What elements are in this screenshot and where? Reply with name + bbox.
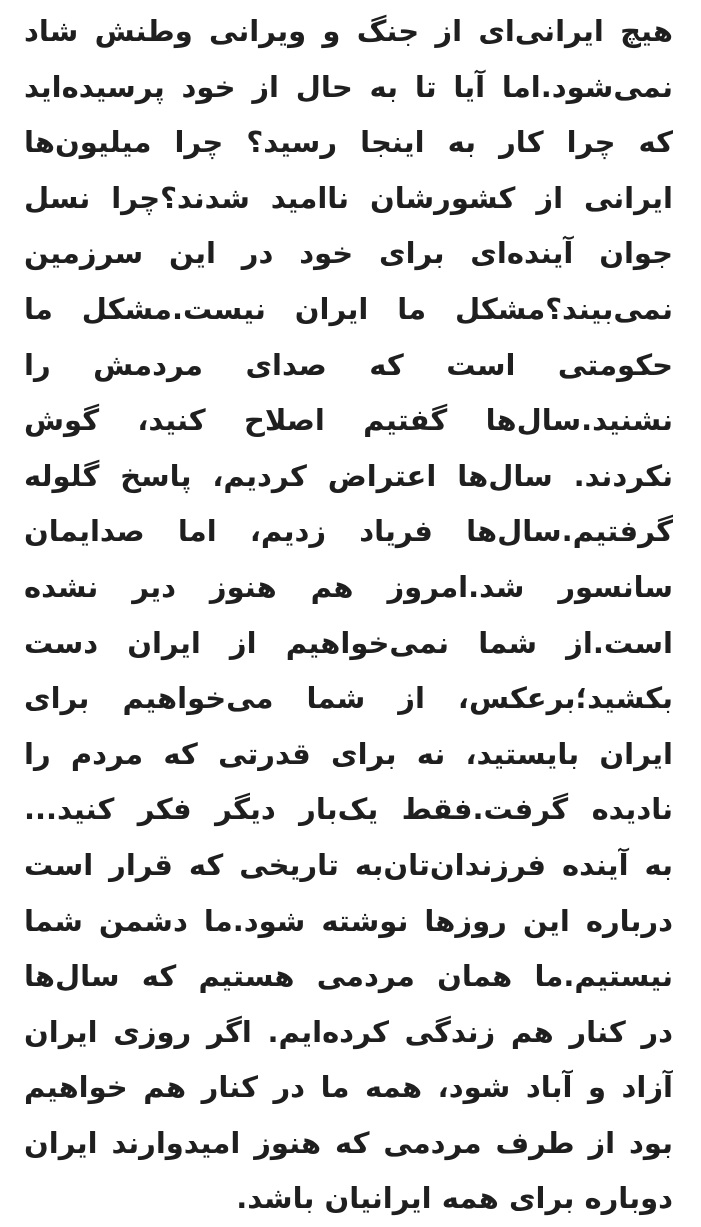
text-line: است.از شما نمی‌خواهیم از ایران دست: [24, 625, 673, 660]
text-line: نادیده گرفت.فقط یک‌بار دیگر فکر کنید...: [24, 792, 673, 827]
text-line: نمی‌بیند؟مشکل ما ایران نیست.مشکل ما: [24, 291, 673, 326]
text-line: ایرانی از کشورشان ناامید شدند؟چرا نسل: [24, 180, 673, 215]
text-line: نیستیم.ما همان مردمی هستیم که سال‌ها: [24, 959, 673, 994]
text-line: سانسور شد.امروز هم هنوز دیر نشده: [24, 569, 673, 604]
text-line: نکردند. سال‌ها اعتراض کردیم، پاسخ گلوله: [24, 458, 673, 493]
text-line: که چرا کار به اینجا رسید؟ چرا میلیون‌ها: [24, 125, 673, 160]
text-line: نشنید.سال‌ها گفتیم اصلاح کنید، گوش: [24, 403, 673, 438]
text-line: گرفتیم.سال‌ها فریاد زدیم، اما صدایمان: [24, 514, 673, 549]
article-text: [24, 4, 673, 1227]
text-line: در کنار هم زندگی کرده‌ایم. اگر روزی ایران: [24, 1014, 673, 1049]
text-line: آزاد و آباد شود، همه ما در کنار هم خواهیم: [24, 1070, 673, 1105]
text-line: دوباره برای همه ایرانیان باشد.: [236, 1181, 673, 1216]
text-line: بکشید؛برعکس، از شما می‌خواهیم برای: [24, 681, 673, 716]
text-line: نمی‌شود.اما آیا تا به حال از خود پرسیده‌اید: [24, 69, 673, 104]
text-line: ایران بایستید، نه برای قدرتی که مردم را: [24, 736, 673, 771]
text-line: درباره این روزها نوشته شود.ما دشمن شما: [24, 903, 673, 938]
text-line: هیچ ایرانی‌ای از جنگ و ویرانی وطنش شاد: [24, 14, 673, 48]
text-line: به آینده فرزندان‌تان‌به تاریخی که قرار است: [24, 847, 673, 882]
text-line: حکومتی است که صدای مردمش را: [24, 347, 673, 382]
text-line: جوان آینده‌ای برای خود در این سرزمین: [24, 236, 673, 271]
text-line: بود از طرف مردمی که هنوز امیدوارند ایران: [24, 1125, 673, 1160]
